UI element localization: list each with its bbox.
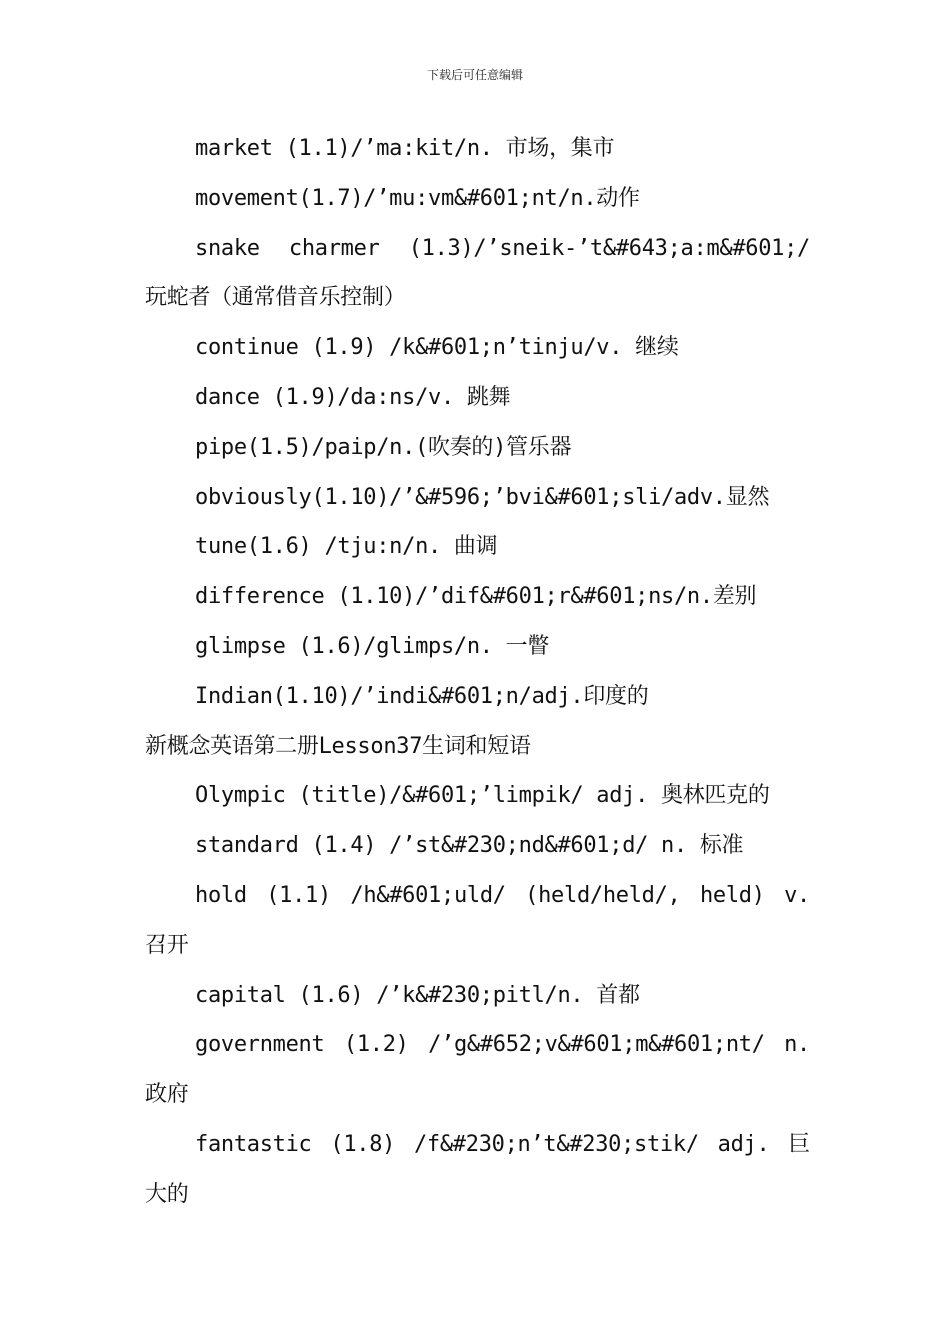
- vocab-entry-market: market (1.1)/’ma:kit/n. 市场，集市: [195, 136, 615, 161]
- vocab-entry-snake-charmer-meaning: 玩蛇者（通常借音乐控制）: [145, 285, 406, 311]
- page-header: 下载后可任意编辑: [426, 68, 523, 82]
- vocab-entry-pipe: pipe(1.5)/paip/n.(吹奏的)管乐器: [195, 434, 572, 460]
- vocab-entry-fantastic: fantastic (1.8) /f&#230;n’t&#230;stik/ adj. 巨: [195, 1131, 810, 1157]
- vocab-entry-snake-charmer: snake charmer (1.3)/’sneik-’t&#643;a:m&#601;/: [195, 235, 810, 261]
- vocab-entry-tune: tune(1.6) /tju:n/n. 曲调: [195, 534, 498, 560]
- vocabulary-list: [145, 124, 810, 1220]
- vocab-entry-glimpse: glimpse (1.6)/glimps/n. 一瞥: [195, 633, 550, 659]
- vocab-entry-hold: hold (1.1) /h&#601;uld/ (held/held/, held) v.: [195, 882, 810, 908]
- vocab-entry-dance: dance (1.9)/da:ns/v. 跳舞: [195, 384, 511, 410]
- vocab-entry-standard: standard (1.4) /’st&#230;nd&#601;d/ n. 标准: [195, 833, 744, 859]
- vocab-entry-obviously: obviously(1.10)/’&#596;’bvi&#601;sli/adv.显然: [195, 484, 770, 510]
- vocab-entry-government: government (1.2) /’g&#652;v&#601;m&#601;nt/ n.: [195, 1032, 810, 1058]
- vocab-entry-difference: difference (1.10)/’dif&#601;r&#601;ns/n.差别: [195, 584, 757, 610]
- vocab-entry-indian: Indian(1.10)/’indi&#601;n/adj.印度的: [195, 683, 649, 709]
- vocab-entry-movement: movement(1.7)/’mu:vm&#601;nt/n.动作: [195, 185, 640, 211]
- vocab-entry-fantastic-meaning: 大的: [145, 1181, 189, 1207]
- vocab-entry-government-meaning: 政府: [145, 1082, 189, 1108]
- vocab-entry-continue: continue (1.9) /k&#601;n’tinju/v. 继续: [195, 335, 679, 361]
- vocab-entry-olympic: Olympic (title)/&#601;’limpik/ adj. 奥林匹克的: [195, 783, 770, 809]
- vocab-entry-capital: capital (1.6) /’k&#230;pitl/n. 首都: [195, 982, 640, 1008]
- section-heading: 新概念英语第二册Lesson37生词和短语: [145, 733, 531, 759]
- vocab-entry-hold-meaning: 召开: [145, 932, 189, 958]
